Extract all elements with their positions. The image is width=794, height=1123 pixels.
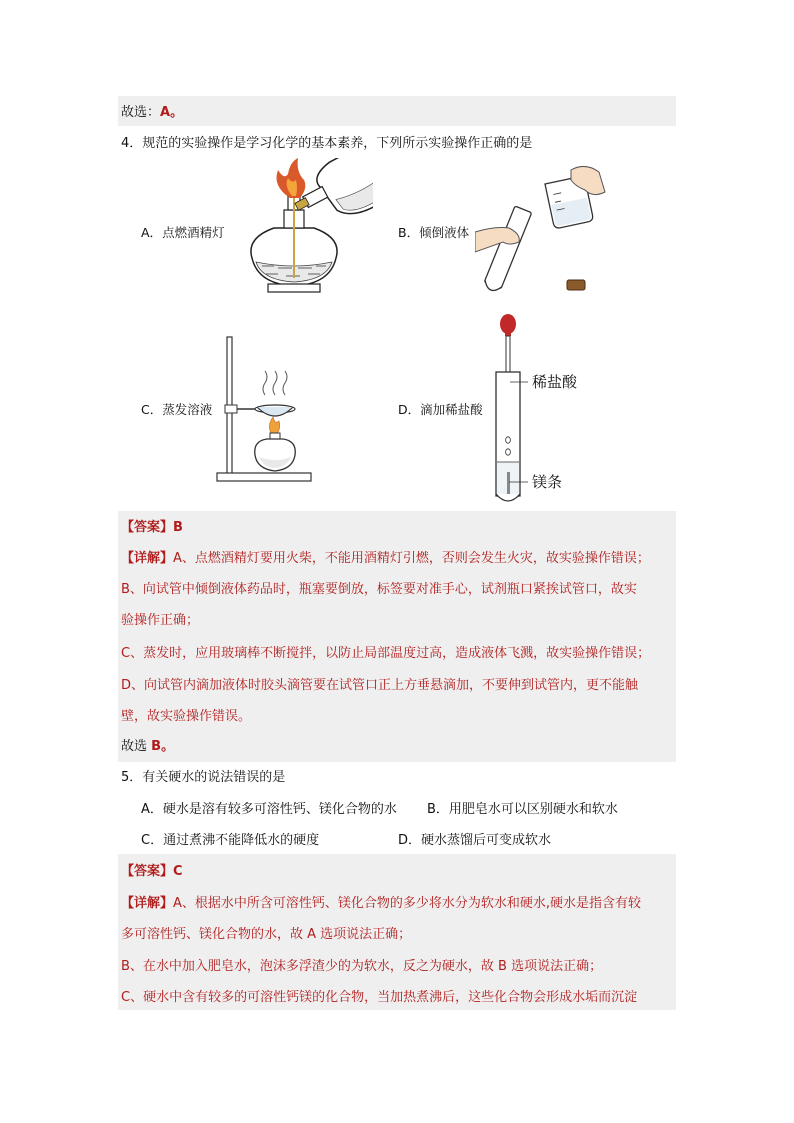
q5-detail-line-2: 多可溶性钙、镁化合物的水，故 A 选项说法正确； (121, 927, 412, 942)
q5-option-d: D．硬水蒸馏后可变成软水 (398, 833, 552, 848)
q4-option-d: D．滴加稀盐酸 (398, 402, 483, 417)
figure-a-lighting-lamp (238, 158, 373, 298)
q4-option-c: C．蒸发溶液 (141, 402, 213, 417)
q4-answer: 【答案】B (121, 520, 183, 535)
figure-c-evaporation (215, 333, 315, 485)
q5-detail-line-1: 【详解】A、根据水中所含可溶性钙、镁化合物的多少将水分为软水和硬水,硬水是指含有较 (121, 896, 642, 911)
q4-detail-line-3: 验操作正确； (121, 613, 200, 628)
figure-b-pouring-liquid (475, 162, 615, 300)
q5-stem: 5．有关硬水的说法错误的是 (121, 770, 286, 785)
q4-option-b: B．倾倒液体 (398, 225, 470, 240)
q5-option-b: B．用肥皂水可以区别硬水和软水 (427, 802, 618, 817)
prev-answer-block (118, 96, 676, 126)
q5-option-c: C．通过煮沸不能降低水的硬度 (141, 833, 320, 848)
q5-answer: 【答案】C (121, 864, 183, 879)
q4-conclusion: 故选 B。 (121, 739, 175, 754)
q4-detail-line-2: B、向试管中倾倒液体药品时，瓶塞要倒放，标签要对准手心，试剂瓶口紧挨试管口，故实 (121, 582, 637, 597)
q4-option-a: A．点燃酒精灯 (141, 225, 225, 240)
q5-detail-line-4: C、硬水中含有较多的可溶性钙镁的化合物，当加热煮沸后，这些化合物会形成水垢而沉淀 (121, 990, 638, 1005)
q5-detail-line-3: B、在水中加入肥皂水，泡沫多浮渣少的为软水，反之为硬水，故 B 选项说法正确； (121, 959, 603, 974)
label-dilute-hcl: 稀盐酸 (532, 373, 578, 391)
q4-detail-line-6: 壁，故实验操作错误。 (121, 709, 252, 724)
q4-detail-line-1: 【详解】A、点燃酒精灯要用火柴，不能用酒精灯引燃，否则会发生火灾，故实验操作错误； (121, 551, 650, 566)
label-magnesium-strip: 镁条 (532, 473, 563, 491)
q5-option-a: A．硬水是溶有较多可溶性钙、镁化合物的水 (141, 802, 397, 817)
q4-detail-line-4: C、蒸发时，应用玻璃棒不断搅拌，以防止局部温度过高，造成液体飞溅，故实验操作错误； (121, 646, 651, 661)
q4-detail-line-5: D、向试管内滴加液体时胶头滴管要在试管口正上方垂悬滴加，不要伸到试管内，更不能触 (121, 678, 639, 693)
q4-stem: 4．规范的实验操作是学习化学的基本素养，下列所示实验操作正确的是 (121, 136, 533, 151)
prev-conclusion: 故选：A。 (121, 105, 184, 120)
